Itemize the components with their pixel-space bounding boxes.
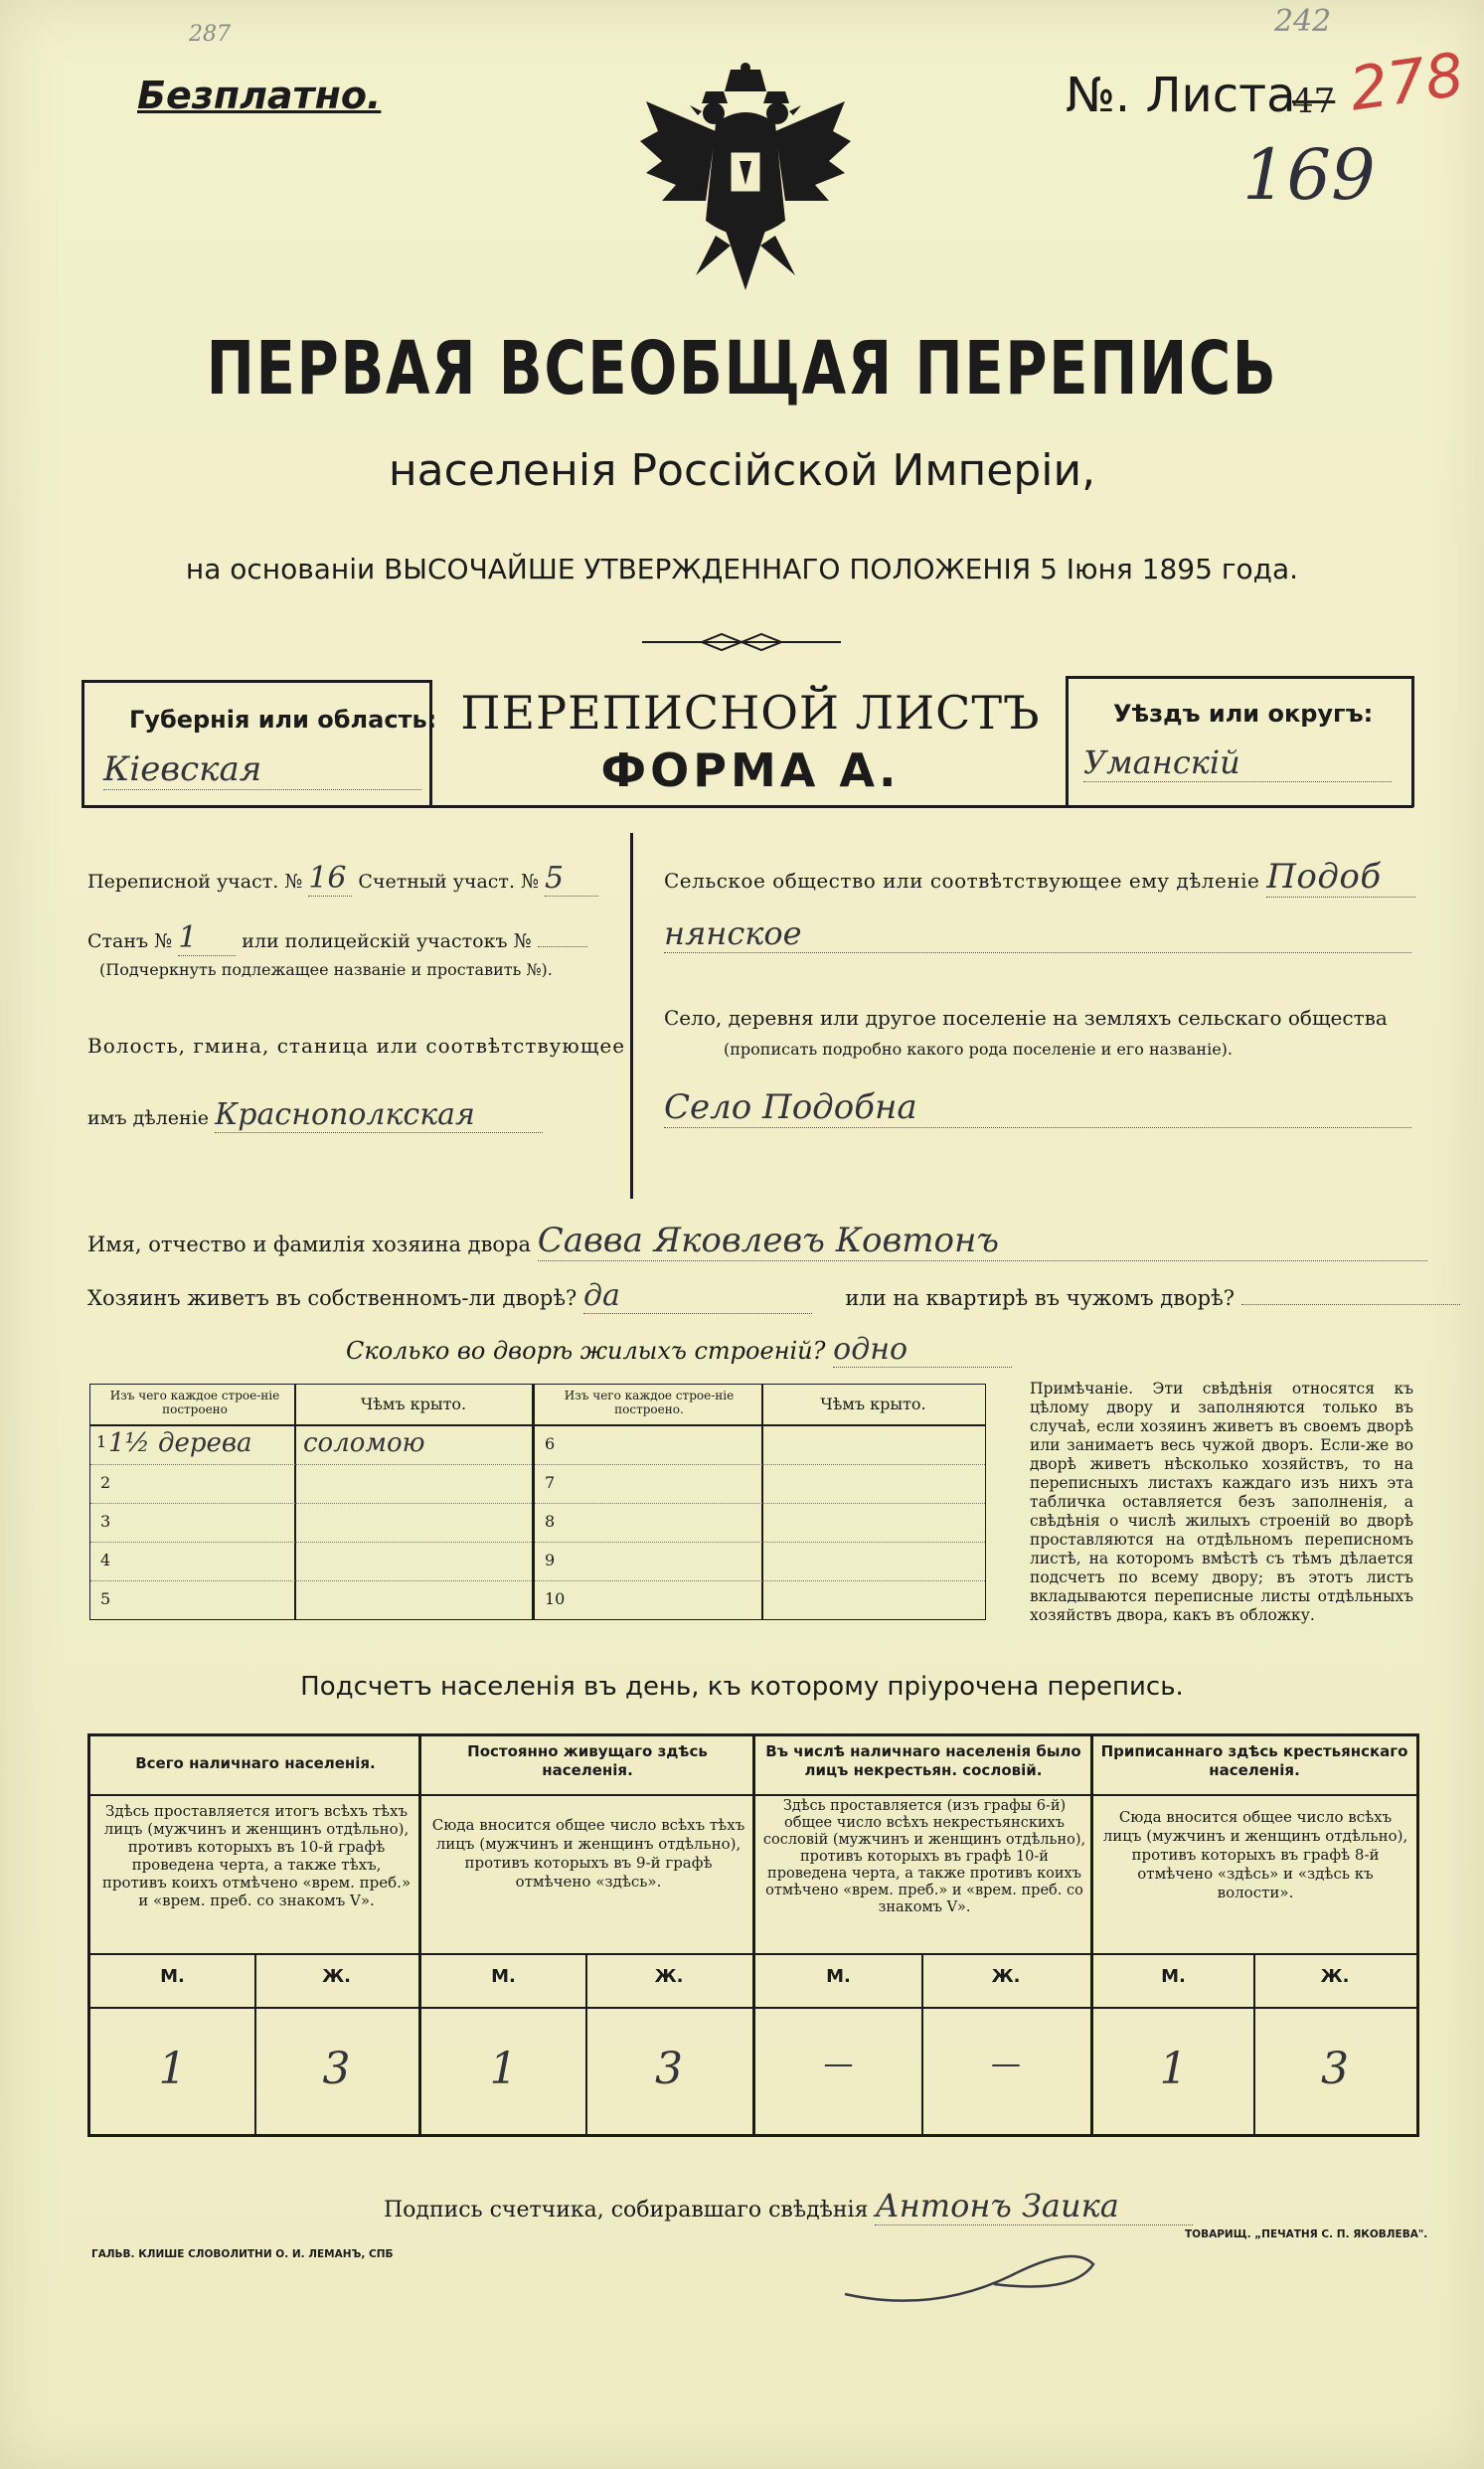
footer-left: ГАЛЬВ. КЛИШЕ СЛОВОЛИТНИ О. И. ЛЕМАНЪ, СПБ — [91, 2248, 394, 2260]
col-material-left: Изъ чего каждое строе-ніе построено — [109, 1389, 280, 1416]
signature-value: Антонъ Заика — [875, 2187, 1193, 2225]
group1-desc: Здѣсь проставляется итогъ всѣхъ тѣхъ лицъ (мужчинъ и женщинъ отдѣльно), противъ которыхъ въ 10-й графѣ проведена черта, а также тѣхъ, противъ коихъ отмѣчено «врем. преб.» и «врем. преб. со знакомъ V». — [101, 1802, 412, 1909]
pencil-number-right: 242 — [1274, 4, 1332, 39]
group2-zh-label: Ж. — [654, 1966, 684, 1987]
stan-value: 1 — [178, 920, 236, 956]
note-text: Примѣчаніе. Эти свѣдѣнія относятся къ цѣлому двору и заполняются только въ случаѣ, если хозяинъ живетъ въ своемъ дворѣ или занимаетъ весь чужой дворъ. Если-же во дворѣ живетъ нѣсколько хозяйствъ, то на переписныхъ листахъ каждаго изъ нихъ эта табличка оставляется безъ заполненія, а свѣдѣнія о числѣ жилыхъ строеній во дворѣ проставляются на отдѣльномъ переписномъ листѣ, на которомъ вмѣстѣ съ тѣмъ дѣлается подсчетъ по всему двору; въ этотъ листъ вкладываются переписные листы отдѣльныхъ хозяйствъ двора, какъ въ обложку. — [1030, 1380, 1413, 1624]
uchastok-value: 16 — [308, 861, 352, 897]
subtitle: населенія Россійской Имперіи, — [388, 445, 1096, 496]
selo-note: (прописать подробно какого рода поселеніе и его названіе). — [724, 1040, 1233, 1059]
group3-zh-label: Ж. — [991, 1966, 1021, 1987]
pencil-number-left: 287 — [189, 22, 231, 47]
group4-m-value: 1 — [1159, 2044, 1188, 2094]
form-title-2: ФОРМА А. — [600, 743, 901, 797]
schetny-label: Счетный участ. № — [358, 871, 539, 893]
stan-label: Станъ № — [87, 930, 173, 952]
group2-head: Постоянно живущаго здѣсь населенія. — [467, 1742, 708, 1779]
group4-zh-value: 3 — [1321, 2044, 1349, 2094]
table-row: 1 1½ дерева соломою — [90, 1426, 532, 1465]
group4-m-label: М. — [1161, 1966, 1186, 1987]
group1-head: Всего наличнаго населенія. — [135, 1754, 376, 1772]
own-yard-value: да — [583, 1278, 812, 1314]
obshchestvo-value-2: нянское — [664, 914, 1411, 953]
table-row: 7 — [535, 1465, 985, 1504]
uchastok-label: Переписной участ. № — [87, 871, 303, 893]
group4-head: Приписаннаго здѣсь крестьянскаго населенія. — [1100, 1742, 1408, 1779]
sheet-red-number: 278 — [1345, 40, 1468, 125]
group1-m-value: 1 — [158, 2044, 187, 2094]
buildings-right-rows — [535, 1426, 985, 1619]
rented-label: или на квартирѣ въ чужомъ дворѣ? — [845, 1286, 1236, 1310]
police-note: (Подчеркнуть подлежащее названіе и проставить №). — [99, 960, 553, 979]
table-row: 4 — [90, 1543, 532, 1581]
footer-right: ТОВАРИЩ. „ПЕЧАТНЯ С. П. ЯКОВЛЕВА". — [1185, 2228, 1428, 2240]
table-row: 2 — [90, 1465, 532, 1504]
group4-zh-label: Ж. — [1320, 1966, 1350, 1987]
own-yard-label: Хозяинъ живетъ въ собственномъ-ли дворѣ? — [87, 1286, 577, 1310]
group2-m-label: М. — [491, 1966, 516, 1987]
volost-value: Краснополкская — [215, 1097, 543, 1133]
table-row: 9 — [535, 1543, 985, 1581]
owner-value: Савва Яковлевъ Ковтонъ — [538, 1221, 1427, 1261]
col-roof-left: Чѣмъ крыто. — [360, 1395, 467, 1413]
buildings-value: одно — [833, 1332, 1012, 1368]
basis-line: на основаніи ВЫСОЧАЙШЕ УТВЕРЖДЕННАГО ПОЛОЖЕНІЯ 5 Іюня 1895 года. — [185, 553, 1299, 585]
ornament-divider — [642, 628, 841, 656]
sheet-handwritten-number: 169 — [1242, 134, 1376, 216]
count-table — [87, 1733, 1419, 2137]
group3-desc: Здѣсь проставляется (изъ графы 6-й) общее число всѣхъ некрестьянскихъ сословій (мужчинъ и женщинъ отдѣльно), противъ которыхъ въ графѣ 10-й проведена черта, а также противъ коихъ отмѣчено «врем. преб.» и «врем. преб. со знакомъ V». — [762, 1798, 1086, 1915]
selo-label: Село, деревня или другое поселеніе на земляхъ сельскаго общества — [664, 1006, 1388, 1030]
gubernia-label: Губернія или область: — [129, 706, 437, 734]
double-headed-eagle-icon — [636, 62, 855, 300]
group3-m-label: М. — [826, 1966, 851, 1987]
sheet-old-number: 47 — [1292, 82, 1336, 121]
volost-label-2: имъ дѣленіе — [87, 1107, 210, 1129]
group1-zh-value: 3 — [322, 2044, 351, 2094]
signature-flourish — [815, 2224, 1113, 2314]
table-row: 10 — [545, 1589, 566, 1608]
group3-zh-value: — — [991, 2047, 1021, 2081]
buildings-table — [89, 1384, 986, 1620]
uezd-value: Уманскій — [1083, 743, 1392, 782]
schetny-value: 5 — [545, 861, 598, 897]
group2-desc: Сюда вносится общее число всѣхъ тѣхъ лицъ (мужчинъ и женщинъ отдѣльно), противъ которыхъ въ 9-й графѣ отмѣчено «здѣсь». — [431, 1816, 745, 1891]
count-title: Подсчетъ населенія въ день, къ которому пріурочена перепись. — [300, 1672, 1184, 1702]
col-material-right: Изъ чего каждое строе-ніе построено. — [564, 1389, 735, 1416]
signature-label: Подпись счетчика, собиравшаго свѣдѣнія — [384, 2198, 869, 2222]
table-row: 8 — [535, 1504, 985, 1543]
uezd-label: Уѣздъ или округъ: — [1113, 700, 1374, 728]
gubernia-value: Кіевская — [103, 749, 421, 790]
sheet-number-label: №. Листа — [1066, 68, 1296, 123]
form-title-1: ПЕРЕПИСНОЙ ЛИСТЪ — [460, 686, 1041, 740]
free-label: Безплатно. — [137, 74, 382, 117]
selo-value: Село Подобна — [664, 1087, 1411, 1128]
obshchestvo-label: Сельское общество или соотвѣтствующее ему дѣленіе — [664, 869, 1260, 893]
table-row: 3 — [90, 1504, 532, 1543]
buildings-label: Сколько во дворѣ жилыхъ строеній? — [346, 1337, 826, 1365]
owner-label: Имя, отчество и фамилія хозяина двора — [87, 1233, 532, 1256]
group2-zh-value: 3 — [655, 2044, 683, 2094]
group1-zh-label: Ж. — [322, 1966, 351, 1987]
table-row: 6 — [535, 1426, 985, 1465]
buildings-left-rows — [90, 1426, 532, 1619]
col-roof-right: Чѣмъ крыто. — [820, 1395, 926, 1413]
group4-desc: Сюда вносится общее число всѣхъ лицъ (мужчинъ и женщинъ отдѣльно), противъ которыхъ въ графѣ 8-й отмѣчено «здѣсь» и «здѣсь къ волости». — [1102, 1808, 1408, 1901]
group3-head: Въ числѣ наличнаго населенія было лицъ некрестьян. сословій. — [765, 1742, 1081, 1779]
group3-m-value: — — [823, 2047, 854, 2081]
main-title: ПЕРВАЯ ВСЕОБЩАЯ ПЕРЕПИСЬ — [206, 326, 1278, 412]
group2-m-value: 1 — [489, 2044, 518, 2094]
table-row: 5 — [100, 1589, 111, 1608]
group1-m-label: М. — [160, 1966, 185, 1987]
police-label: или полицейскій участокъ № — [242, 930, 532, 952]
obshchestvo-value-1: Подоб — [1266, 857, 1415, 898]
volost-label: Волость, гмина, станица или соотвѣтствующее — [87, 1034, 626, 1058]
